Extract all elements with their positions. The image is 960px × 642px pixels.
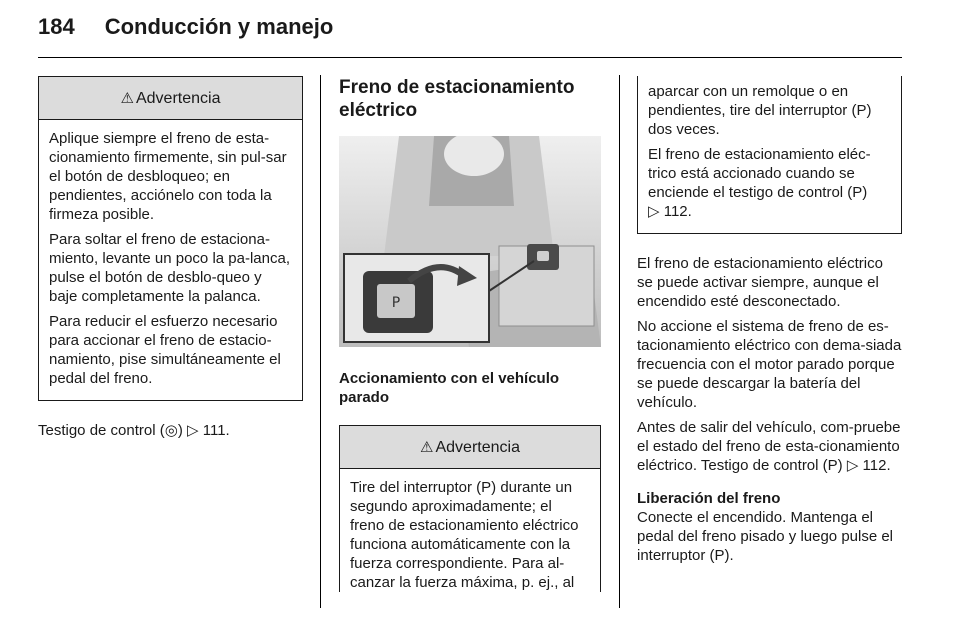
paragraph-3-text: Antes de salir del vehículo, com-pruebe el estado del freno de esta-cionamiento eléctrico. Testigo de control (P) <box>637 419 901 474</box>
paragraph-1: El freno de estacionamiento eléctrico se puede activar siempre, aunque el encendido esté desconectado. <box>637 255 883 310</box>
right-column <box>637 76 902 571</box>
header-divider <box>38 57 902 58</box>
continuation-paragraph-2 <box>648 145 891 221</box>
parking-brake-illustration <box>339 136 601 347</box>
section-title: Freno de estacionamiento eléctrico <box>339 77 575 121</box>
svg-text:P: P <box>391 295 401 311</box>
left-column <box>38 76 303 446</box>
testigo-text: Testigo de control <box>38 422 156 439</box>
page-reference-arrow-icon: ▷ <box>648 203 660 220</box>
warning-text-2: Tire del interruptor (P) durante un segundo aproximadamente; el freno de estacionamiento eléctrico funciona automáticamente con la fuerza correspondiente. Para al-canzar la fuerza máxima, p. ej., al <box>350 479 579 591</box>
middle-column <box>339 76 601 592</box>
page-title: Conducción y manejo <box>104 14 334 39</box>
warning-body <box>39 120 302 400</box>
warning-header-2 <box>340 426 600 469</box>
release-text: Conecte el encendido. Mantenga el pedal del freno pisado y luego pulse el interruptor (P). <box>637 509 894 564</box>
testigo-ref: 111. <box>202 422 230 439</box>
warning-triangle-icon: ⚠ <box>120 89 134 107</box>
release-title: Liberación del freno <box>637 490 781 507</box>
warning-box-2 <box>339 425 601 592</box>
parking-brake-photo <box>339 136 601 347</box>
photo-caption: Accionamiento con el vehículo parado <box>339 370 560 406</box>
warning-paragraph-1: Aplique siempre el freno de esta-cionamiento firmemente, sin pul-sar el botón de desbloqueo; en pendientes, acciónelo con toda la firmeza posible. <box>49 130 287 223</box>
warning-paragraph-3: Para reducir el esfuerzo necesario para accionar el freno de estacio-namiento, pise simultáneamente el pedal del freno. <box>49 313 281 387</box>
brake-lamp-icon: (◎) <box>159 422 183 439</box>
paragraph-3 <box>637 418 902 475</box>
paragraph-3-ref: 112. <box>862 457 891 474</box>
page-reference-arrow-icon: ▷ <box>846 457 859 474</box>
page-header <box>38 14 333 54</box>
warning-box <box>38 76 303 401</box>
page-reference-arrow-icon: ▷ <box>187 422 199 439</box>
warning-continuation-body <box>638 76 901 233</box>
warning-header <box>39 77 302 120</box>
continuation-text-2: El freno de estacionamiento eléc-trico está accionado cuando se enciende el testigo de control (P) <box>648 146 871 201</box>
warning-heading: Advertencia <box>135 89 221 107</box>
warning-paragraph-2: Para soltar el freno de estaciona-miento, levante un poco la pa-lanca, pulse el botón de desblo-queo y baje completamente la palanca. <box>49 231 290 305</box>
column-divider-2 <box>619 75 620 608</box>
warning-triangle-icon: ⚠ <box>420 438 434 456</box>
page-number: 184 <box>38 14 75 39</box>
testigo-line <box>38 421 303 440</box>
warning-heading-2: Advertencia <box>435 438 520 456</box>
column-divider-1 <box>320 75 321 608</box>
continuation-ref: 112. <box>663 203 692 220</box>
paragraph-2: No accione el sistema de freno de es-tacionamiento eléctrico con dema-siada frecuencia con el motor parado porque se puede descargar la batería del vehículo. <box>637 318 902 411</box>
continuation-paragraph-1: aparcar con un remolque o en pendientes, tire del interruptor (P) dos veces. <box>648 83 872 138</box>
warning-body-2 <box>340 469 600 592</box>
warning-continuation-box <box>637 76 902 234</box>
